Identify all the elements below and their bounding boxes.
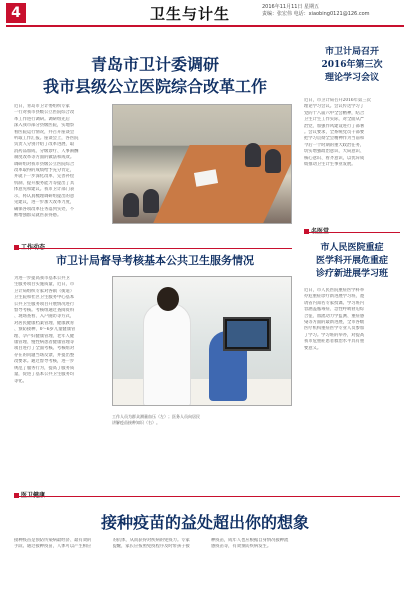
header-meta: [262, 4, 370, 18]
right-story2-headline: [304, 242, 400, 281]
text-line: 项目进行了全面考核。考核组对: [14, 346, 75, 352]
text-line: 。会议要求，全系统党员干部要: [304, 130, 365, 136]
text-line: 改要求。通过督导考核，进一步: [14, 359, 75, 365]
headline-line: 市人民医院重症: [320, 243, 384, 253]
text-line: 改革取得的成绩给予充分肯定，: [14, 168, 75, 174]
text-line: 示，将认真梳理调研组提出的意: [14, 193, 75, 199]
text-line: 请省内知名专家授课。学习班内: [304, 300, 365, 306]
text-line: 负责人分别介绍了改革进展、取: [14, 142, 75, 148]
text-line: 手段。通过接种疫苗，人体可以产生相应: [14, 544, 92, 550]
meeting-photo: [112, 104, 292, 224]
text-line: 我市危重症患者救治水平具有重: [304, 339, 365, 345]
monitor-screen: [227, 321, 267, 347]
photo-person: [265, 149, 281, 173]
text-line: 规范了服务行为，提高了服务质: [14, 365, 75, 371]
text-line: 为进一步提高我市基本公共卫: [14, 276, 70, 281]
text-line: 对居民健康档案管理、健康教育: [14, 320, 75, 326]
header-rule: [6, 25, 404, 27]
right-story2-body: [304, 288, 400, 448]
page-number: 4: [6, 3, 26, 23]
text-line: 督导考核。考核组通过查阅资料: [14, 308, 75, 314]
text-line: 办危重症诊疗新进展学习班，邀: [304, 294, 365, 300]
text-line: 卫计局组织专家对各镇（街道）: [14, 288, 75, 294]
section-label-famous-doctor: [304, 226, 329, 235]
main-story-body: [14, 104, 106, 224]
headline-line: 市卫计局召开: [324, 47, 379, 57]
text-line: 机制、提升服务能力等提出了具: [14, 180, 75, 186]
headline-line: 诊疗新进展学习班: [315, 269, 388, 279]
text-line: 消药品加成、分级诊疗、人事薪酬: [14, 148, 79, 154]
text-line: 制度改革等方面的做法和成效。: [14, 155, 75, 161]
text-line: 确保各项改革任务落到实处，不: [14, 206, 75, 212]
vaccine-headline: 接种疫苗的益处超出你的想象: [100, 513, 309, 532]
text-line: 提醒，家长应按照免疫程序及时带孩子接: [112, 544, 190, 550]
text-line: 看医院运行情况，并召开座谈会: [14, 129, 75, 135]
photo-person: [123, 193, 139, 217]
text-line: 要意义。: [304, 345, 322, 351]
section-label-work: [14, 242, 45, 251]
text-line: 革工作进行调研。调研组先后: [14, 116, 70, 122]
caption-line: 讲解疫苗接种知识（右）。: [112, 420, 160, 425]
divider-line: [14, 248, 292, 249]
right-story1-body: [304, 98, 400, 216]
text-line: 治党、加强作风建设进行了部署: [304, 123, 365, 129]
text-line: 理论学习会议。会议传达学习了: [304, 104, 365, 110]
text-line: 容涵盖脓毒症、急性呼吸窘迫综: [304, 307, 365, 313]
text-line: 合征、血流动力学监测、重症感: [304, 313, 365, 319]
text-line: 的抗体，从而获得对疾病的免疫力。专家: [112, 538, 190, 543]
text-line: 生服务项目实施质量，近日，市: [14, 282, 75, 288]
text-line: 医疗机构重症医学专业人员参加: [304, 326, 365, 332]
doctor-head: [157, 287, 179, 311]
photo-person: [143, 189, 159, 213]
headline-line: 医学科开展危重症: [315, 256, 388, 266]
section-label-health: [14, 490, 45, 499]
text-line: 近日，青岛市卫计委组织专家: [14, 104, 70, 109]
text-line: 卫生院和社区卫生服务中心基本: [14, 295, 75, 301]
text-line: 种疫苗，成年人也应根据自身情况接种流: [211, 538, 289, 543]
text-line: 康管理、慢性病患者健康管理等: [14, 340, 75, 346]
text-line: 绩推动卫生计生事业发展。: [304, 162, 356, 168]
divider-line: [304, 232, 400, 233]
text-line: 量，促进了基本公共卫生服务均: [14, 372, 75, 378]
right-story1-headline: [304, 46, 400, 85]
text-line: 卫生计生工作实际，对全面从严: [304, 117, 365, 123]
text-line: 并就下一步深化改革、完善补偿: [14, 174, 75, 180]
text-line: 了学习。学习班的举办，对提高: [304, 332, 365, 338]
doctor-figure: [143, 303, 191, 406]
text-line: 近日，市人民医院重症医学科举: [304, 288, 365, 293]
divider-line: [14, 496, 400, 497]
text-line: 理、孕产妇健康管理、老年人健: [14, 333, 75, 339]
text-line: 今后一个时期的重大政治任务，: [304, 142, 365, 148]
text-line: 见建议，进一步加大改革力度，: [14, 200, 75, 206]
work-story-headline: 市卫计局督导考核基本公共卫生服务情况: [56, 254, 254, 267]
text-line: 近日，市卫计局召开2016年第三次: [304, 98, 371, 103]
text-line: 、预防接种、0～6岁儿童健康管: [14, 327, 76, 333]
work-story-body: [14, 276, 106, 446]
page-header: [0, 0, 410, 26]
text-line: 等化。: [14, 378, 27, 384]
vaccine-story-body: [14, 538, 400, 594]
header-date: 2016年11月11日 星期五: [262, 4, 320, 10]
text-line: 公共卫生服务项目开展情况进行: [14, 301, 75, 307]
text-line: 接种疫苗是预防传染病最经济、最有效的: [14, 538, 92, 543]
text-line: 、现场查看、入户随访等方式，: [14, 314, 75, 320]
section-title: 卫生与计生: [150, 5, 231, 23]
text-line: 染等方面的最新进展，全市各级: [304, 320, 365, 326]
header-editor: 责编：张宏伟 电话：xiaobing0121@126.com: [262, 11, 370, 17]
main-headline-line2: 我市县级公立医院综合改革工作: [42, 77, 267, 96]
health-check-photo: [112, 276, 292, 406]
text-line: 感疫苗等，有效预防疾病发生。: [211, 544, 272, 550]
caption-line: 工作人员为群众测量血压（左）；医务人员向居民: [112, 414, 200, 419]
text-line: 调研组对我市县级公立医院综合: [14, 161, 75, 167]
text-line: 断增强群众就医获得感。: [14, 212, 62, 218]
desk-shape: [113, 379, 292, 406]
text-line: 核心意识、看齐意识，以优异成: [304, 155, 365, 161]
text-line: 一行对我市县级公立医院综合改: [14, 110, 75, 116]
text-line: 深入我市部分县级医院，实地察: [14, 123, 75, 129]
main-headline-line1: 青岛市卫计委调研: [90, 55, 219, 74]
photo-caption: [112, 414, 292, 426]
text-line: 党的十八届六中全会精神，结合: [304, 110, 365, 116]
text-line: 体意见和建议。我市卫计部门表: [14, 187, 75, 193]
text-line: 切实增强政治意识、大局意识、: [304, 149, 365, 155]
headline-line: 理论学习会议: [324, 73, 379, 83]
text-line: 存在的问题当场反馈，并提出整: [14, 352, 75, 358]
text-line: 把学习贯彻全会精神作为当前和: [304, 136, 365, 142]
headline-line: 2016年第三次: [321, 60, 383, 70]
text-line: 听取工作汇报。座谈会上，各医院: [14, 136, 79, 142]
photo-person: [245, 143, 261, 167]
